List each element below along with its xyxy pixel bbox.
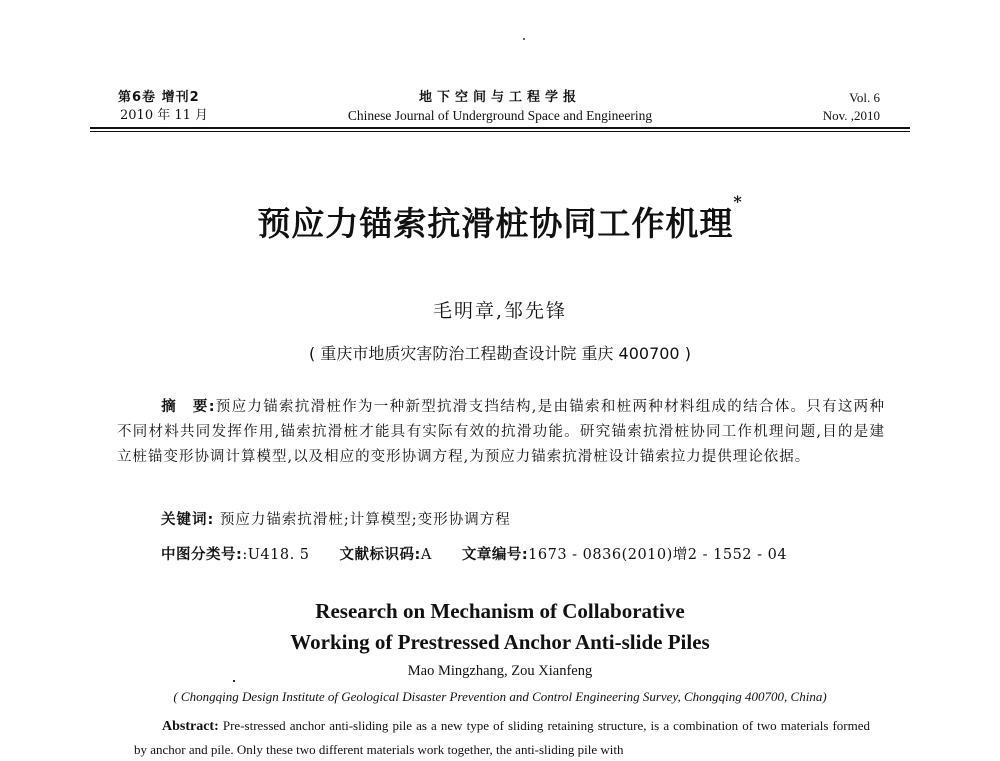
title-footnote-mark: * bbox=[733, 192, 743, 211]
header-rule-thin bbox=[90, 131, 910, 132]
doc-code-label: 文献标识码: bbox=[339, 547, 421, 563]
doc-code-value: A bbox=[420, 547, 432, 563]
clc-value: :U418. 5 bbox=[242, 547, 310, 563]
abstract-cn-text: 预应力锚索抗滑桩作为一种新型抗滑支挡结构,是由锚索和桩两种材料组成的结合体。只有这两种不同材料共同发挥作用,锚索抗滑桩才能具有实际有效的抗滑功能。研究锚索抗滑桩协同工作机理问题,目的是建立桩锚变形协调计算模型,以及相应的变形协调方程,为预应力锚索抗滑桩设计锚索拉力提供理论依据。 bbox=[117, 399, 885, 465]
paper-title-text: 预应力锚索抗滑桩协同工作机理 bbox=[257, 204, 734, 243]
journal-name-en: Chinese Journal of Underground Space and Engineering bbox=[347, 108, 653, 123]
scan-speck bbox=[523, 38, 525, 40]
abstract-en-text: Pre-stressed anchor anti-sliding pile as a new type of sliding retaining structure, is a combination of two materials formed by anchor and pile. Only these two different materials work together, the anti-sliding pile with bbox=[134, 718, 871, 757]
abstract-en bbox=[134, 714, 870, 761]
authors-en: Mao Mingzhang, Zou Xianfeng bbox=[407, 663, 593, 679]
keywords-text: 预应力锚索抗滑桩;计算模型;变形协调方程 bbox=[219, 512, 511, 528]
header-rule-thick bbox=[90, 127, 910, 129]
header-vol-date bbox=[823, 89, 880, 125]
header-volume-info bbox=[118, 89, 208, 125]
journal-name-cn: 地下空间与工程学报 bbox=[418, 90, 581, 105]
header-vol: Vol. 6 bbox=[849, 90, 880, 105]
header-date-cn: 2010 年 11 月 bbox=[120, 108, 209, 123]
article-number-value: 1673 - 0836(2010)增2 - 1552 - 04 bbox=[528, 547, 788, 563]
abstract-cn-label: 摘 要: bbox=[161, 399, 216, 415]
keywords-label: 关键词: bbox=[161, 512, 215, 528]
abstract-cn bbox=[117, 395, 885, 470]
header-volume: 第6卷 增刊2 bbox=[118, 90, 200, 105]
title-en-line1: Research on Mechanism of Collaborative bbox=[315, 599, 685, 623]
paper-authors: 毛明章,邹先锋 bbox=[432, 300, 568, 322]
paper-title bbox=[100, 192, 900, 245]
header-date-en: Nov. ,2010 bbox=[822, 108, 880, 123]
affiliation-en: ( Chongqing Design Institute of Geological Disaster Prevention and Control Engineering Survey, Chongqing 400700, China) bbox=[173, 689, 827, 704]
title-en-line2: Working of Prestressed Anchor Anti-slide Piles bbox=[290, 630, 710, 654]
classification-line bbox=[161, 543, 787, 564]
paper-affiliation: ( 重庆市地质灾害防治工程勘查设计院 重庆 400700 ) bbox=[309, 344, 691, 363]
clc-label: 中图分类号: bbox=[161, 547, 243, 563]
article-number-label: 文章编号: bbox=[461, 547, 529, 563]
header-journal bbox=[300, 89, 700, 125]
scan-speck-2 bbox=[233, 680, 235, 682]
abstract-en-label: Abstract: bbox=[162, 719, 219, 734]
title-en bbox=[100, 596, 900, 658]
keywords bbox=[161, 508, 511, 529]
